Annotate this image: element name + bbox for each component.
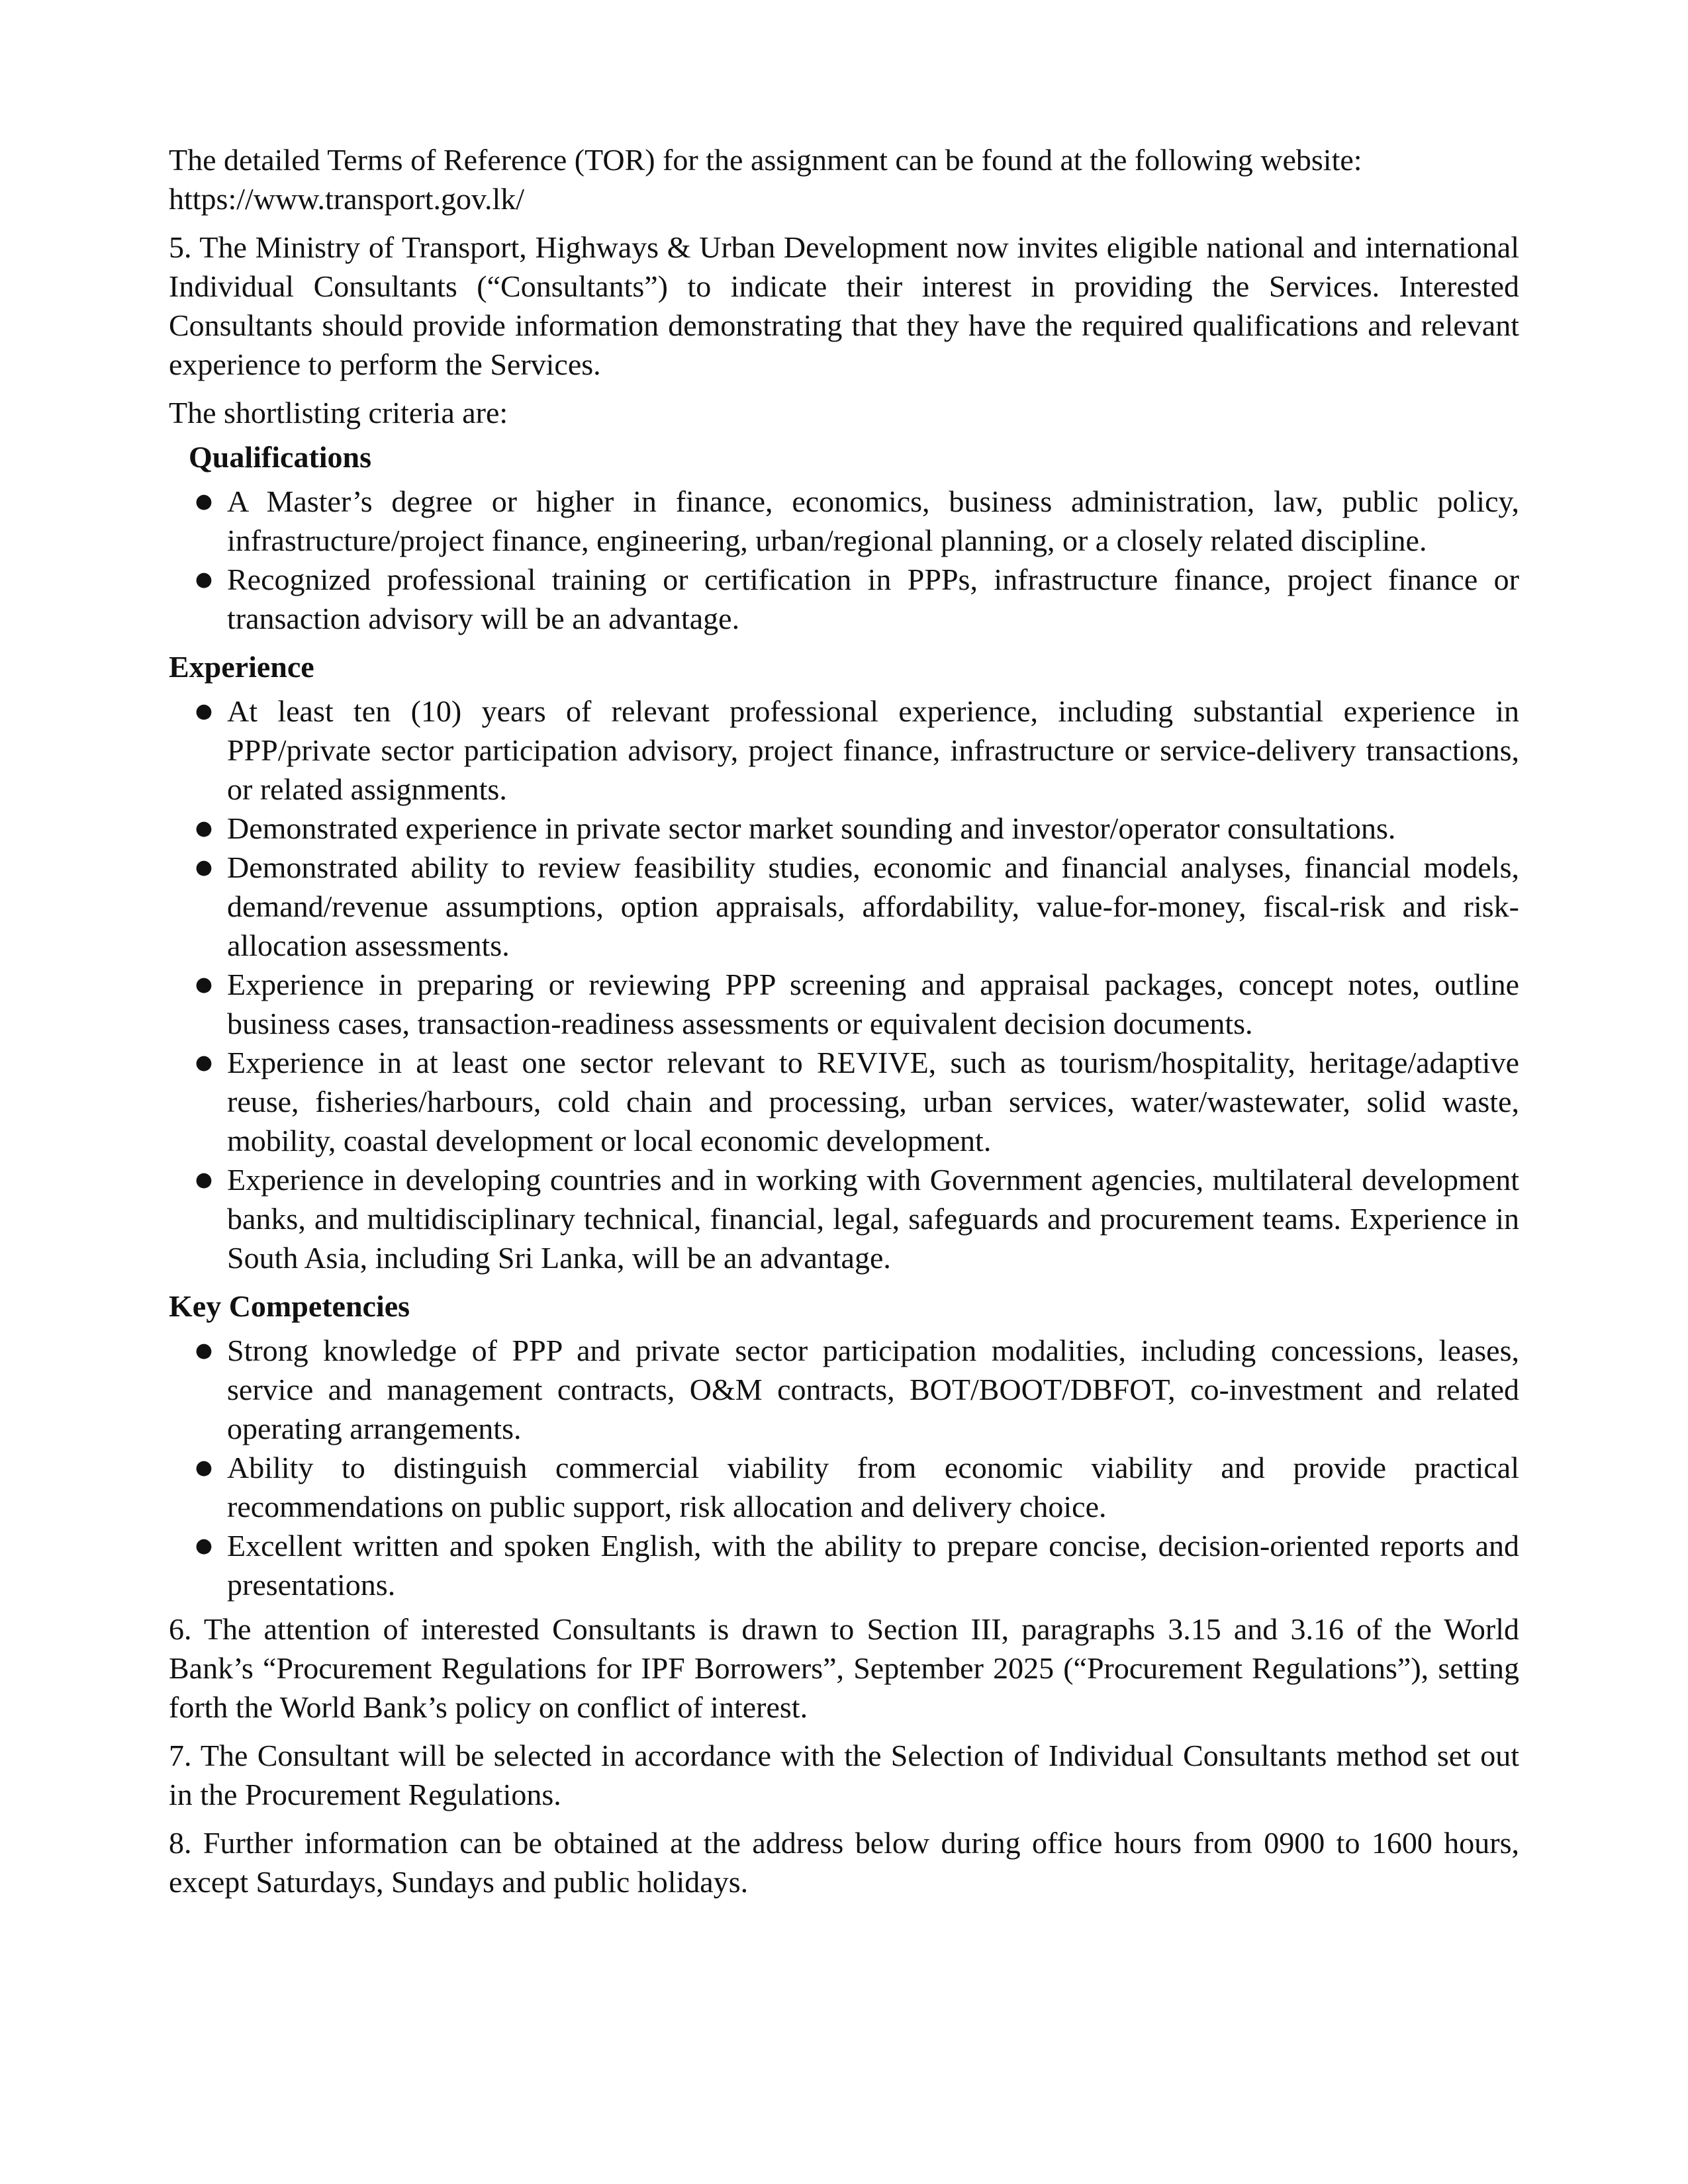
- list-item-text: Experience in preparing or reviewing PPP screening and appraisal packages, concept notes, outline business cases, transaction-readiness assessments or equivalent decision documents.: [227, 968, 1519, 1040]
- tor-url: https://www.transport.gov.lk/: [169, 182, 525, 216]
- bullet-icon: ●: [195, 1168, 213, 1191]
- bullet-icon: ●: [195, 856, 213, 879]
- tor-text: The detailed Terms of Reference (TOR) for the assignment can be found at the following website:: [169, 143, 1362, 177]
- paragraph-8: 8. Further information can be obtained at the address below during office hours from 0900 to 1600 hours, except Saturdays, Sundays and public holidays.: [169, 1826, 1519, 1899]
- bullet-icon: ●: [195, 1534, 213, 1557]
- list-item: [169, 809, 1519, 848]
- list-item: [169, 692, 1519, 809]
- paragraph-6: 6. The attention of interested Consultants is drawn to Section III, paragraphs 3.15 and 3.16 of the World Bank’s “Procurement Regulations for IPF Borrowers”, September 2025 (“Procurement Regulations”), setting forth the World Bank’s policy on conflict of interest.: [169, 1612, 1519, 1724]
- list-item: [169, 1331, 1519, 1448]
- list-item-text: Ability to distinguish commercial viability from economic viability and provide practical recommendations on public support, risk allocation and delivery choice.: [227, 1451, 1519, 1524]
- tor-paragraph: [169, 140, 1519, 218]
- document-page: [169, 140, 1519, 1911]
- bullet-icon: ●: [195, 568, 213, 591]
- list-item-text: Experience in at least one sector relevant to REVIVE, such as tourism/hospitality, heritage/adaptive reuse, fisheries/harbours, cold chain and processing, urban services, water/wastewater, solid waste, mobility, coastal development or local economic development.: [227, 1046, 1519, 1158]
- paragraph-7: 7. The Consultant will be selected in accordance with the Selection of Individual Consultants method set out in the Procurement Regulations.: [169, 1739, 1519, 1811]
- experience-list: [169, 692, 1519, 1277]
- list-item-text: Demonstrated ability to review feasibility studies, economic and financial analyses, financial models, demand/revenue assumptions, option appraisals, affordability, value-for-money, fiscal-risk and risk-allocation assessments.: [227, 850, 1519, 962]
- paragraph-5: 5. The Ministry of Transport, Highways & Urban Development now invites eligible national and international Individual Consultants (“Consultants”) to indicate their interest in providing the Services. Interested Consultants should provide information demonstrating that they have the required qualifications and relevant experience to perform the Services.: [169, 230, 1519, 381]
- list-item-text: A Master’s degree or higher in finance, economics, business administration, law, public policy, infrastructure/project finance, engineering, urban/regional planning, or a closely related discipline.: [227, 484, 1519, 557]
- list-item: [169, 560, 1519, 638]
- list-item: [169, 965, 1519, 1043]
- criteria-intro: The shortlisting criteria are:: [169, 396, 508, 430]
- list-item: [169, 482, 1519, 560]
- list-item-text: Recognized professional training or certification in PPPs, infrastructure finance, project finance or transaction advisory will be an advantage.: [227, 563, 1519, 635]
- bullet-icon: ●: [195, 817, 213, 840]
- list-item-text: Excellent written and spoken English, with the ability to prepare concise, decision-oriented reports and presentations.: [227, 1529, 1519, 1602]
- list-item: [169, 1526, 1519, 1604]
- list-item: [169, 1043, 1519, 1160]
- bullet-icon: ●: [195, 700, 213, 723]
- bullet-icon: ●: [195, 1051, 213, 1074]
- list-item: [169, 1160, 1519, 1277]
- bullet-icon: ●: [195, 490, 213, 513]
- bullet-icon: ●: [195, 1456, 213, 1479]
- experience-heading: Experience: [169, 650, 314, 684]
- list-item-text: Experience in developing countries and in working with Government agencies, multilateral development banks, and multidisciplinary technical, financial, legal, safeguards and procurement teams. Experience in South Asia, including Sri Lanka, will be an advantage.: [227, 1163, 1519, 1275]
- bullet-icon: ●: [195, 973, 213, 996]
- qualifications-heading: Qualifications: [189, 440, 372, 474]
- list-item-text: Strong knowledge of PPP and private sector participation modalities, including concessions, leases, service and management contracts, O&M contracts, BOT/BOOT/DBFOT, co-investment and related operating arrangements.: [227, 1334, 1519, 1445]
- key-competencies-heading: Key Competencies: [169, 1289, 410, 1323]
- list-item: [169, 848, 1519, 965]
- list-item: [169, 1448, 1519, 1526]
- qualifications-list: [169, 482, 1519, 638]
- bullet-icon: ●: [195, 1339, 213, 1362]
- key-competencies-list: [169, 1331, 1519, 1604]
- list-item-text: Demonstrated experience in private sector market sounding and investor/operator consultations.: [227, 811, 1396, 845]
- list-item-text: At least ten (10) years of relevant professional experience, including substantial experience in PPP/private sector participation advisory, project finance, infrastructure or service-delivery transactions, or related assignments.: [227, 694, 1519, 806]
